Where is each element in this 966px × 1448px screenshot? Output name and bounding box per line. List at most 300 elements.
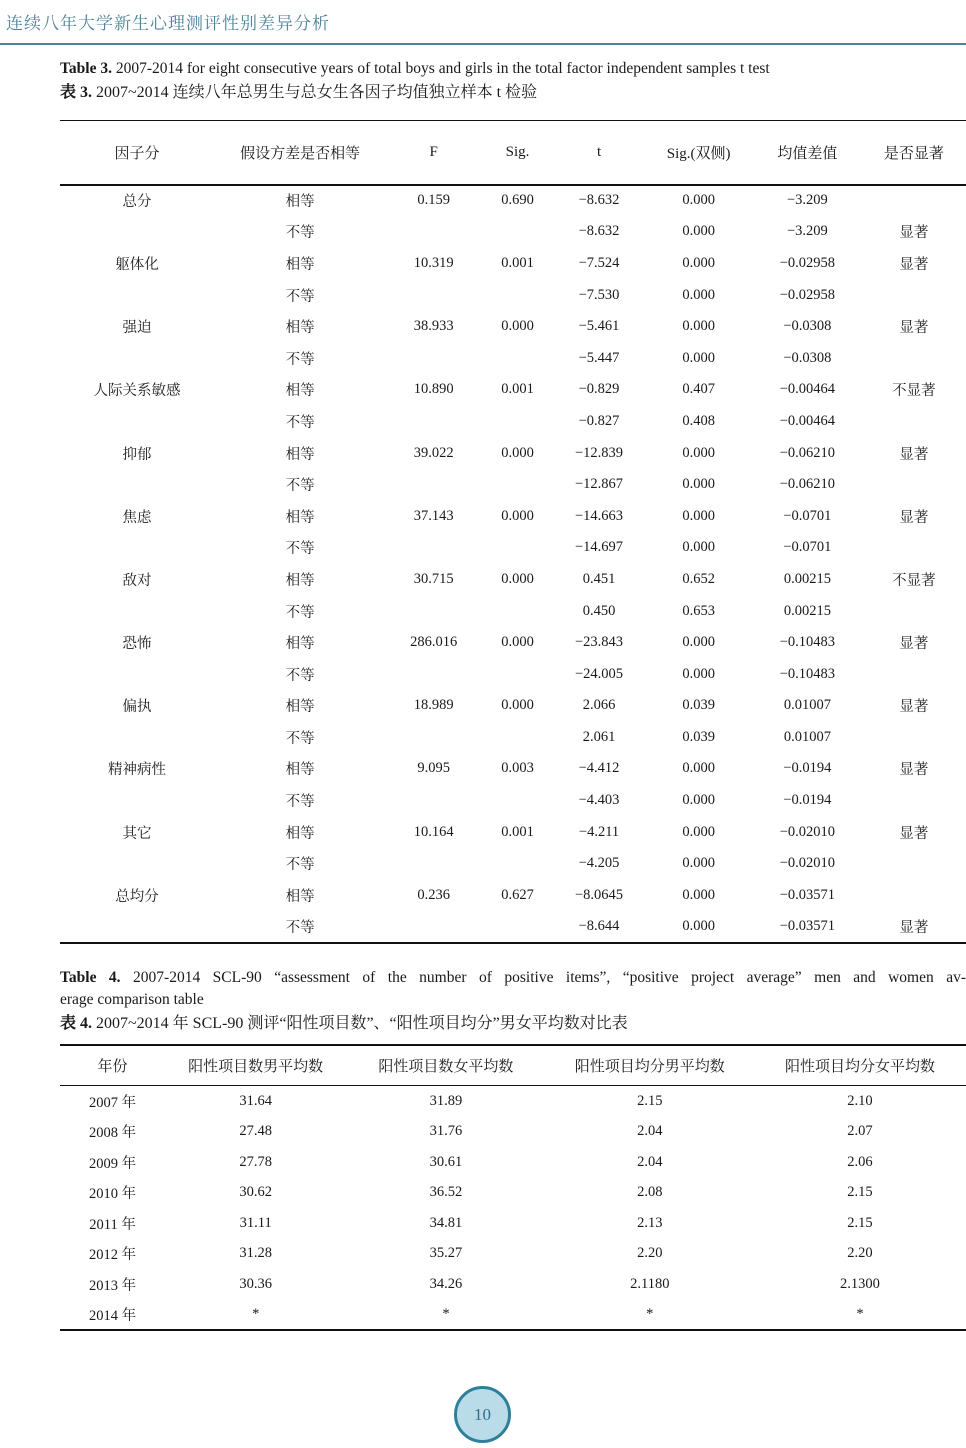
table-cell: 0.652	[682, 570, 715, 587]
table-cell: 焦虑	[122, 509, 152, 526]
table-cell: 不显著	[892, 383, 936, 400]
table-cell: 0.000	[682, 539, 715, 556]
table-cell: 相等	[285, 762, 315, 779]
table-cell: 0.627	[501, 886, 534, 903]
table-row	[60, 311, 966, 343]
table-cell: −0.829	[578, 381, 620, 398]
table3-caption-zh	[60, 80, 966, 106]
column-header: 假设方差是否相等	[240, 145, 361, 162]
table-cell: −0.03571	[779, 886, 836, 903]
table-cell: 0.690	[501, 192, 534, 209]
t-test-table-body	[60, 185, 966, 943]
table-cell: 不等	[285, 667, 315, 684]
table-cell: 35.27	[429, 1245, 463, 1261]
table-cell: 2.1300	[840, 1275, 880, 1292]
table-row	[60, 627, 966, 659]
table-cell: 显著	[899, 509, 929, 526]
table-cell	[386, 785, 481, 817]
column-header: Sig.	[505, 143, 530, 160]
table-cell: −0.02958	[779, 286, 836, 303]
table-cell: −0.0194	[783, 760, 832, 777]
table-cell: 2.20	[637, 1245, 663, 1261]
table-cell: −0.10483	[779, 665, 836, 682]
table-row	[60, 690, 966, 722]
table-cell: 30.715	[413, 570, 454, 587]
table-cell: 10.319	[413, 254, 454, 271]
table-row	[60, 564, 966, 596]
table-cell: 31.64	[239, 1092, 272, 1109]
table-cell	[60, 848, 214, 880]
table-cell	[60, 216, 214, 248]
table3-caption-zh-label: 表 3.	[60, 84, 93, 101]
scl90-table-body	[60, 1086, 966, 1330]
table-cell	[386, 595, 481, 627]
table-cell: 36.52	[429, 1184, 463, 1200]
table-cell: *	[646, 1305, 654, 1322]
table-row	[60, 1116, 966, 1147]
table-cell: 0.039	[682, 697, 715, 714]
table-cell: 强迫	[122, 320, 152, 337]
table-cell	[386, 342, 481, 374]
table-cell: −14.697	[575, 539, 624, 556]
table-cell: 不等	[285, 351, 315, 368]
table-cell: 0.408	[682, 412, 715, 429]
table-cell: 偏执	[122, 699, 152, 716]
table-cell: −5.447	[578, 349, 620, 366]
table-row	[60, 595, 966, 627]
table-cell: 不等	[285, 794, 315, 811]
table-cell: −0.00464	[779, 412, 836, 429]
table-row	[60, 816, 966, 848]
table-cell	[60, 722, 214, 754]
table-cell: 显著	[899, 699, 929, 716]
table-cell: 0.001	[501, 254, 534, 271]
table4-caption-en-label: Table 4.	[60, 968, 121, 986]
table-cell: 0.000	[682, 792, 715, 809]
column-header: 年份	[97, 1059, 128, 1075]
table4-caption-en-line1	[60, 967, 966, 989]
table-row	[60, 500, 966, 532]
table-cell: −24.005	[575, 665, 624, 682]
table-row	[60, 848, 966, 880]
table-cell: −8.632	[578, 192, 620, 209]
table-cell	[60, 469, 214, 501]
table-row	[60, 1299, 966, 1330]
table-cell: −0.02958	[779, 254, 836, 271]
table-cell	[386, 216, 481, 248]
table-cell: 相等	[285, 888, 315, 905]
table-cell: −8.0645	[575, 886, 624, 903]
table-cell: 0.000	[682, 917, 715, 934]
table-cell	[862, 848, 966, 880]
table-cell: 0.01007	[783, 697, 831, 714]
table-cell: 不等	[285, 414, 315, 431]
table-cell: −0.06210	[779, 476, 836, 493]
table-cell: −0.827	[578, 412, 620, 429]
table-cell: 显著	[899, 320, 929, 337]
table-cell: *	[856, 1305, 864, 1322]
table-cell: 0.000	[501, 697, 534, 714]
table-cell: 相等	[285, 509, 315, 526]
table-cell: 2.061	[582, 728, 616, 745]
table-row	[60, 1269, 966, 1300]
table-cell: 相等	[285, 320, 315, 337]
table-cell: −14.663	[575, 507, 624, 524]
table-cell: 0.000	[682, 476, 715, 493]
table-cell: 10.164	[413, 823, 454, 840]
table-cell: 2.07	[847, 1123, 873, 1139]
table-cell	[386, 911, 481, 943]
table-cell: 相等	[285, 256, 315, 273]
page-content	[60, 58, 966, 1331]
column-header: 阳性项目数女平均数	[378, 1059, 514, 1075]
table-cell: −0.0308	[783, 349, 832, 366]
table-row	[60, 911, 966, 943]
column-header: Sig.(双侧)	[666, 145, 731, 162]
table-row	[60, 469, 966, 501]
table-cell: 0.01007	[783, 728, 831, 745]
table-cell	[481, 785, 553, 817]
table-cell	[386, 848, 481, 880]
table-cell	[481, 848, 553, 880]
table-cell: 0.159	[417, 192, 451, 209]
table-cell: 31.76	[429, 1123, 463, 1139]
table-cell	[481, 469, 553, 501]
table-cell: −0.10483	[779, 634, 836, 651]
column-header: 因子分	[114, 145, 160, 162]
table-cell: 2.15	[637, 1092, 663, 1109]
table-cell	[386, 406, 481, 438]
table-cell: 人际关系敏感	[93, 383, 181, 400]
table-cell	[862, 532, 966, 564]
table-cell	[862, 595, 966, 627]
table-cell: −8.632	[578, 223, 620, 240]
table-cell: 0.000	[682, 634, 715, 651]
table-cell: 总分	[122, 194, 152, 211]
table-cell: 2014 年	[88, 1307, 137, 1324]
table-cell: 敌对	[122, 572, 152, 589]
table-cell: *	[442, 1305, 450, 1322]
table-cell: 显著	[899, 225, 929, 242]
table-cell: 2007 年	[88, 1094, 137, 1111]
table-cell: 34.81	[429, 1214, 463, 1231]
table-cell: 2010 年	[88, 1186, 137, 1202]
table-row	[60, 374, 966, 406]
table-row	[60, 785, 966, 817]
table3-caption-en-label: Table 3.	[60, 60, 112, 77]
table-cell	[862, 185, 966, 217]
table-cell	[60, 595, 214, 627]
table-row	[60, 185, 966, 217]
table-cell: 2.1180	[630, 1275, 670, 1292]
table-cell: 总均分	[115, 888, 159, 905]
table-cell: 躯体化	[115, 256, 159, 273]
table-cell: 显著	[899, 825, 929, 842]
t-test-table	[60, 120, 966, 944]
table-cell: 31.28	[239, 1245, 272, 1261]
column-header: t	[596, 143, 602, 160]
table-header-row	[60, 1045, 966, 1086]
table-cell: 2.066	[582, 697, 616, 714]
column-header: F	[429, 143, 438, 160]
table-cell: 0.00215	[783, 570, 831, 587]
table-row	[60, 216, 966, 248]
table-cell: 0.000	[682, 855, 715, 872]
table-cell: 0.000	[501, 444, 534, 461]
table-row	[60, 532, 966, 564]
table-cell: −0.06210	[779, 444, 836, 461]
table-cell: −8.644	[578, 917, 620, 934]
table-cell: 0.450	[582, 602, 616, 619]
table-cell	[481, 342, 553, 374]
table-cell: 其它	[122, 825, 152, 842]
table-cell	[862, 279, 966, 311]
table-cell: 39.022	[413, 444, 454, 461]
table-cell: −4.205	[578, 855, 620, 872]
table-cell	[386, 722, 481, 754]
table-cell	[60, 279, 214, 311]
table-cell	[60, 785, 214, 817]
table-cell: 31.89	[429, 1092, 463, 1109]
table-cell: 显著	[899, 636, 929, 653]
table-cell	[481, 595, 553, 627]
table-cell	[481, 406, 553, 438]
table-cell: 不等	[285, 730, 315, 747]
table-cell: 相等	[285, 446, 315, 463]
table-cell: 相等	[285, 383, 315, 400]
table-cell	[862, 722, 966, 754]
table-cell: 0.000	[682, 318, 715, 335]
table-cell: 30.36	[239, 1275, 272, 1292]
table-cell: −12.867	[575, 476, 624, 493]
table-cell: −4.403	[578, 792, 620, 809]
column-header: 阳性项目均分男平均数	[574, 1059, 725, 1075]
table-cell: −3.209	[787, 192, 828, 209]
t-test-table-header	[60, 121, 966, 185]
table-cell	[386, 658, 481, 690]
table-cell: 显著	[899, 256, 929, 273]
column-header: 是否显著	[883, 145, 944, 162]
table4-caption	[60, 967, 966, 1037]
table-cell: −0.0701	[783, 507, 832, 524]
table-row	[60, 248, 966, 280]
table-cell: 2.04	[637, 1153, 663, 1170]
table-cell: −12.839	[575, 444, 624, 461]
table-cell	[481, 722, 553, 754]
table-cell: 2.04	[637, 1123, 663, 1139]
table-cell	[386, 279, 481, 311]
table-cell	[60, 911, 214, 943]
table-cell	[862, 785, 966, 817]
table4-caption-en-line2: erage comparison table	[60, 990, 204, 1008]
table-row	[60, 342, 966, 374]
table-cell: 不等	[285, 478, 315, 495]
page-number-badge	[454, 1386, 511, 1443]
table-cell: 不等	[285, 919, 315, 936]
table-cell: 相等	[285, 572, 315, 589]
table-cell: 0.003	[501, 760, 534, 777]
table-cell: *	[252, 1305, 260, 1322]
table-cell: 0.000	[501, 507, 534, 524]
table-cell	[481, 658, 553, 690]
table-cell: 0.000	[682, 444, 715, 461]
table-cell	[862, 342, 966, 374]
table-row	[60, 880, 966, 912]
table-cell: 0.000	[682, 254, 715, 271]
page-number: 10	[474, 1404, 491, 1424]
table-cell: 30.62	[239, 1184, 272, 1200]
table-cell: 10.890	[413, 381, 454, 398]
table-cell: 31.11	[239, 1214, 272, 1231]
table-cell: 显著	[899, 762, 929, 779]
running-head-title: 连续八年大学新生心理测评性别差异分析	[6, 14, 330, 33]
table-cell	[60, 342, 214, 374]
table-cell: 2.15	[847, 1184, 873, 1200]
table-row	[60, 1147, 966, 1178]
table-cell: 精神病性	[108, 762, 166, 779]
table-cell: 30.61	[429, 1153, 463, 1170]
table3-caption	[60, 58, 966, 106]
table-cell: 2.08	[637, 1184, 663, 1200]
table4-caption-zh-text: 2007~2014 年 SCL-90 测评“阳性项目数”、“阳性项目均分”男女平均数对比表	[96, 1014, 628, 1032]
table-cell: 2.13	[637, 1214, 663, 1231]
table-row	[60, 437, 966, 469]
table-row	[60, 406, 966, 438]
table-cell	[862, 880, 966, 912]
table-cell: 0.001	[501, 381, 534, 398]
table-cell: 2.15	[847, 1214, 873, 1231]
table-cell: −0.02010	[779, 823, 836, 840]
table-cell: 不显著	[892, 572, 936, 589]
table-cell: 2.06	[847, 1153, 873, 1170]
table-cell: 0.000	[501, 318, 534, 335]
table-cell: 27.78	[239, 1153, 272, 1170]
table-cell	[862, 469, 966, 501]
table4-caption-zh-label: 表 4.	[60, 1014, 93, 1032]
table-cell: −23.843	[575, 634, 624, 651]
table-cell: −0.02010	[779, 855, 836, 872]
table-cell	[862, 658, 966, 690]
table-cell: 2008 年	[88, 1125, 137, 1141]
table4-caption-zh	[60, 1011, 966, 1037]
table-cell: 显著	[899, 446, 929, 463]
table-cell: 显著	[899, 919, 929, 936]
table-cell	[386, 469, 481, 501]
table-cell: 0.000	[682, 507, 715, 524]
table-cell: 2.10	[847, 1092, 873, 1109]
column-header: 阳性项目均分女平均数	[784, 1059, 935, 1075]
table-cell	[481, 216, 553, 248]
table3-caption-en	[60, 58, 966, 80]
table-cell: 不等	[285, 604, 315, 621]
table-cell: 0.000	[682, 192, 715, 209]
running-head	[0, 0, 966, 34]
table-cell: 相等	[285, 194, 315, 211]
table-cell: 34.26	[429, 1275, 463, 1292]
table-cell: 0.236	[417, 886, 451, 903]
scl90-table-header	[60, 1045, 966, 1086]
table-row	[60, 1177, 966, 1208]
table-row	[60, 658, 966, 690]
table-cell: 286.016	[410, 634, 458, 651]
table-cell: 0.653	[682, 602, 715, 619]
table4-caption-en-text1: 2007-2014 SCL-90 “assessment of the number of positive items”, “positive project average” men and women av-	[133, 968, 966, 986]
table3-caption-zh-text: 2007~2014 连续八年总男生与总女生各因子均值独立样本 t 检验	[96, 84, 538, 101]
table-cell: 2012 年	[88, 1247, 137, 1263]
table-cell: 2.20	[847, 1245, 873, 1261]
table-cell: 2009 年	[88, 1155, 137, 1172]
table-cell: 恐怖	[122, 636, 152, 653]
table-cell: 不等	[285, 857, 315, 874]
table-cell: 2011 年	[89, 1216, 136, 1233]
table-cell: 2013 年	[88, 1277, 137, 1294]
table-cell: −4.211	[578, 823, 620, 840]
table-cell	[481, 532, 553, 564]
table3-caption-en-text: 2007-2014 for eight consecutive years of total boys and girls in the total factor independent samples t test	[115, 60, 770, 77]
table-row	[60, 1208, 966, 1239]
table-cell	[60, 658, 214, 690]
table-cell: −7.530	[578, 286, 620, 303]
table-cell: −5.461	[578, 318, 620, 335]
header-divider	[0, 43, 966, 45]
table-cell: −0.0194	[783, 792, 832, 809]
table-cell	[386, 532, 481, 564]
table-cell	[60, 406, 214, 438]
table-cell: 0.000	[682, 823, 715, 840]
table-cell: 0.407	[682, 381, 715, 398]
table-cell: 0.000	[682, 286, 715, 303]
table-cell: 9.095	[417, 760, 451, 777]
table-row	[60, 753, 966, 785]
table-cell: −0.00464	[779, 381, 836, 398]
table-cell: 27.48	[239, 1123, 272, 1139]
table-cell	[481, 911, 553, 943]
table-row	[60, 722, 966, 754]
table-cell: 0.000	[501, 570, 534, 587]
table-cell: 0.000	[682, 886, 715, 903]
table-row	[60, 279, 966, 311]
table-cell: 相等	[285, 825, 315, 842]
column-header: 阳性项目数男平均数	[188, 1059, 324, 1075]
table-cell: 相等	[285, 636, 315, 653]
table-cell: 0.000	[501, 634, 534, 651]
table-cell: 0.001	[501, 823, 534, 840]
table-cell: −7.524	[578, 254, 620, 271]
table-cell: 相等	[285, 699, 315, 716]
table-cell: 不等	[285, 288, 315, 305]
table-cell: 0.000	[682, 665, 715, 682]
table-cell: 不等	[285, 225, 315, 242]
table-cell: −4.412	[578, 760, 620, 777]
scl90-comparison-table	[60, 1044, 966, 1331]
table-cell: 0.000	[682, 349, 715, 366]
table-cell: 0.00215	[783, 602, 831, 619]
table-cell: 38.933	[413, 318, 454, 335]
table-cell	[60, 532, 214, 564]
table-cell: 0.451	[582, 570, 616, 587]
table-row	[60, 1086, 966, 1117]
table-cell: 抑郁	[122, 446, 152, 463]
column-header: 均值差值	[777, 145, 838, 162]
table-cell: 18.989	[413, 697, 454, 714]
table-cell: 0.000	[682, 223, 715, 240]
table-cell: 0.000	[682, 760, 715, 777]
table-cell	[481, 279, 553, 311]
table-cell: 不等	[285, 541, 315, 558]
table-cell: −0.0701	[783, 539, 832, 556]
table-cell	[862, 406, 966, 438]
table-cell: −0.0308	[783, 318, 832, 335]
